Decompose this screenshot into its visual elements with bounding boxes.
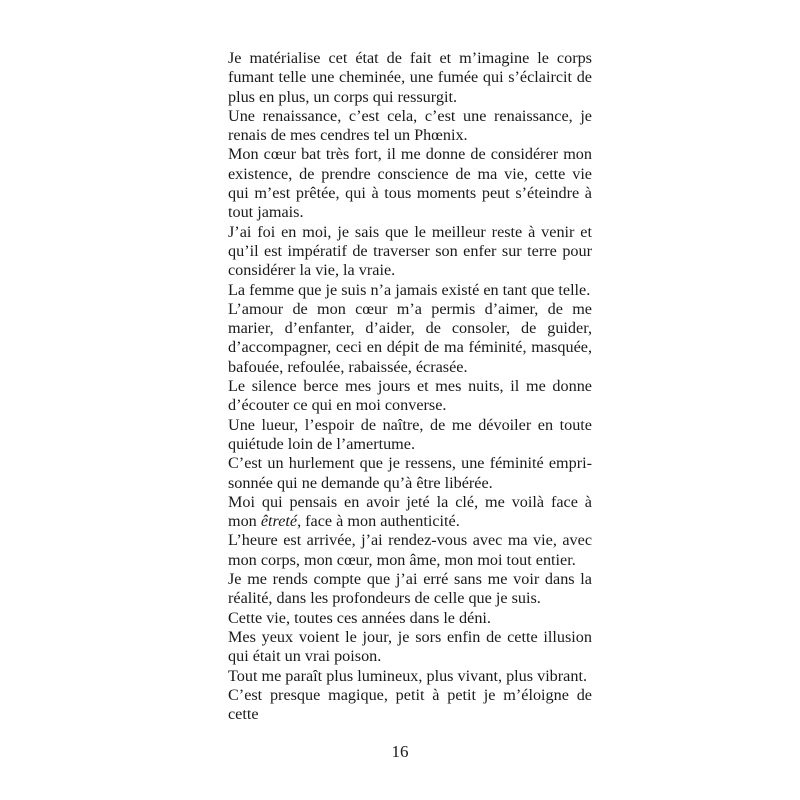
paragraph: Je matérialise cet état de fait et m’imagine le corps fumant telle une cheminée, une fumée qui s’éclaircit de plus en plus, un corps qui ressurgit. [228, 49, 592, 106]
paragraph: Le silence berce mes jours et mes nuits, il me donne d’écouter ce qui en moi converse. [228, 377, 592, 415]
paragraph: C’est un hurlement que je ressens, une féminité emprisonnée qui ne demande qu’à être libérée. [228, 454, 592, 492]
paragraph: J’ai foi en moi, je sais que le meilleur reste à venir et qu’il est impératif de traverser son enfer sur terre pour considérer la vie, la vraie. [228, 222, 592, 280]
paragraph: Une lueur, l’espoir de naître, de me dévoiler en toute quiétude loin de l’amertume. [228, 415, 592, 453]
paragraph: Mes yeux voient le jour, je sors enfin de cette illusion qui était un vrai poison. [228, 627, 592, 666]
paragraph: La femme que je suis n’a jamais existé en tant que telle. [228, 280, 591, 299]
paragraph [228, 493, 592, 532]
paragraph: L’heure est arrivée, j’ai rendez-vous avec ma vie, avec mon corps, mon cœur, mon âme, mon moi tout entier. [228, 531, 592, 569]
paragraph: Cette vie, toutes ces années dans le déni. [228, 608, 491, 627]
paragraph: Une renaissance, c’est cela, c’est une renaissance, je renais de mes cendres tel un Phœnix. [228, 106, 592, 145]
paragraph: Je me rends compte que j’ai erré sans me voir dans la réalité, dans les profondeurs de celle que je suis. [228, 570, 592, 608]
body-text [228, 49, 592, 724]
page-number: 16 [391, 742, 409, 761]
paragraph: L’amour de mon cœur m’a permis d’aimer, de me marier, d’enfanter, d’aider, de consoler, de guider, d’accompagner, ceci en dépit de ma féminité, masquée, bafouée, refoulée, rabaissée, écrasée. [228, 299, 592, 376]
paragraph-text: , face à mon authenticité. [297, 512, 460, 531]
paragraph: C’est presque magique, petit à petit je m’éloigne de cette [228, 685, 592, 724]
italic-word: êtreté [260, 512, 298, 531]
paragraph-text: Moi qui pensais en avoir jeté la clé, me voilà face à mon [228, 492, 592, 531]
paragraph: Tout me paraît plus lumineux, plus vivant, plus vibrant. [228, 666, 587, 685]
paragraph: Mon cœur bat très fort, il me donne de considérer mon existence, de prendre conscience de ma vie, cette vie qui m’est prêtée, qui à tous moments peut s’éteindre à tout jamais. [228, 145, 592, 222]
